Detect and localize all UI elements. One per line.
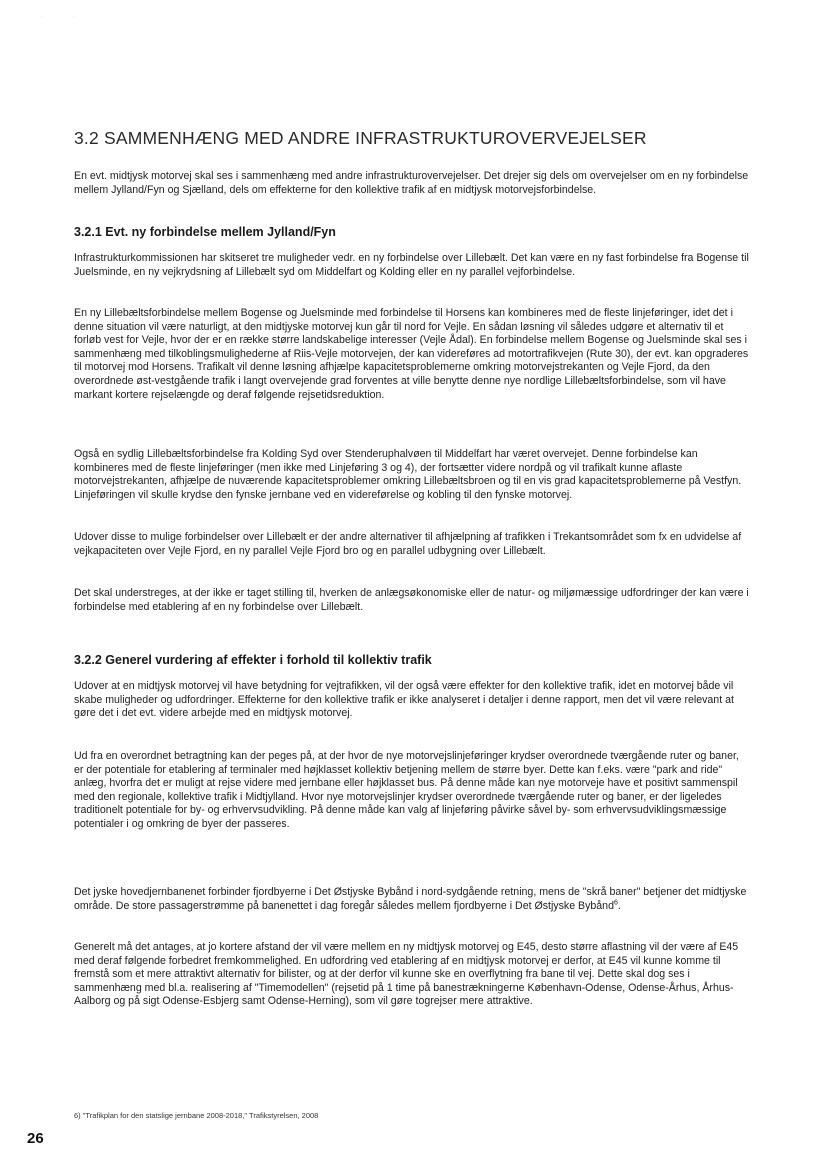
paragraph: Det skal understreges, at der ikke er taget stilling til, hverken de anlægsøkonomiske eller de natur- og miljømæssige udfordringer der kan være i forbindelse med etablering af en ny forbindelse over Lillebælt. — [74, 587, 749, 613]
section-title: 3.2 SAMMENHÆNG MED ANDRE INFRASTRUKTUROVERVEJELSER — [74, 128, 647, 148]
paragraph: En ny Lillebæltsforbindelse mellem Bogense og Juelsminde med forbindelse til Horsens kan kombineres med de fleste linjeføringer, idet det i denne situation vil være naturligt, at den midtjyske motorvej kun går til nord for Vejle. En sådan løsning vil således udgøre et alternativ til et forløb vest for Vejle, hvor der er en række større landskabelige interesser (Vejle Ådal). En forbindelse mellem Bogense og Juelsminde skal ses i sammenhæng med tilkoblingsmulighederne af Riis-Vejle motorvejen, der kan videreføres ad motortrafikvejen (Rute 30), der evt. kan opgraderes til motorvej mod Horsens. Trafikalt vil denne løsning afhjælpe kapacitetsproblemerne omkring motorvejstrekanten og Vejle Fjord, da den overordnede øst-vestgående trafik i langt overvejende grad forventes at ville benytte denne nye nordlige Lillebæltsforbindelse, som vil have markant kortere rejselængde og deraf følgende rejsetidsreduktion. — [74, 307, 749, 401]
paragraph: Udover disse to mulige forbindelser over Lillebælt er der andre alternativer til afhjælpning af trafikken i Trekantsområdet som fx en udvidelse af vejkapaciteten over Vejle Fjord, en ny parallel Vejle Fjord bro og en parallel udbygning over Lillebælt. — [74, 531, 742, 557]
paragraph: Også en sydlig Lillebæltsforbindelse fra Kolding Syd over Stenderuphalvøen til Middelfart har været overvejet. Denne forbindelse kan kombineres med de fleste linjeføringer (men ikke med Linjeføring 3 og 4), der fortsætter videre nordpå og vil trafikalt kunne aflaste motorvejstrekanten, afhjælpe de nuværende kapacitetsproblemer omkring Lillebæltsbroen og til en vis grad kapacitetsproblemerne på Vestfyn. Linjeføringen vil skulle krydse den fynske jernbane ved en videreførelse og kobling til den fynske motorvej. — [74, 448, 742, 501]
railway-paragraph-text: Det jyske hovedjernbanenet forbinder fjordbyerne i Det Østjyske Bybånd i nord-sydgående retning, mens de "skrå baner" betjener det midtjyske område. De store passagerstrømme på banenettet i dag foregår således mellem fjordbyerne i Det Østjyske Bybånd — [74, 886, 747, 912]
page-number: 26 — [27, 1130, 44, 1147]
section-intro: En evt. midtjysk motorvej skal ses i sammenhæng med andre infrastrukturovervejelser. Det drejer sig dels om overvejelser om en ny forbindelse mellem Jylland/Fyn og Sjælland, dels om effekterne for den kollektive trafik af en midtjysk motorvejsforbindelse. — [74, 170, 749, 196]
scan-mark: · — [40, 14, 42, 20]
railway-paragraph — [74, 886, 750, 913]
paragraph: Generelt må det antages, at jo kortere afstand der vil være mellem en ny midtjysk motorvej og E45, desto større aflastning vil der være af E45 med deraf følgende forbedret fremkommelighed. En udfordring ved etablering af en midtjysk motorvej er derfor, at E45 vil kunne komme til fremstå som et mere attraktivt alternativ for bilister, og at der derfor vil kunne ske en overflytning fra bane til vej. Dette skal dog ses i sammenhæng med bl.a. realisering af "Timemodellen" (rejsetid på 1 time på banestrækningerne København-Odense, Odense-Århus, Århus-Aalborg og på sigt Odense-Esbjerg samt Odense-Herning), som vil gøre togrejser mere attraktive. — [74, 941, 739, 1008]
footnote: 6) "Trafikplan for den statslige jernbane 2008-2018," Trafikstyrelsen, 2008 — [74, 1111, 319, 1120]
scan-mark: · — [72, 14, 74, 20]
paragraph: Infrastrukturkommissionen har skitseret tre muligheder vedr. en ny forbindelse over Lillebælt. Det kan være en ny fast forbindelse fra Bogense til Juelsminde, en ny vejkrydsning af Lillebælt syd om Middelfart og Kolding eller en ny parallel vejforbindelse. — [74, 252, 749, 278]
railway-paragraph-suffix: . — [617, 899, 621, 912]
subsection-2-title: 3.2.2 Generel vurdering af effekter i forhold til kollektiv trafik — [74, 653, 432, 667]
paragraph: Udover at en midtjysk motorvej vil have betydning for vejtrafikken, vil der også være effekter for den kollektive trafik, idet en motorvej både vil skabe muligheder og udfordringer. Effekterne for den kollektive trafik er ikke analyseret i detaljer i denne rapport, men det vil være relevant at gøre det i det evt. videre arbejde med en midtjysk motorvej. — [74, 680, 734, 720]
paragraph: Ud fra en overordnet betragtning kan der peges på, at der hvor de nye motorvejslinjeføringer krydser overordnede tværgående ruter og baner, er der potentiale for etablering af terminaler med højklasset kollektiv betjening mellem de større byer. Dette kan f.eks. være "park and ride" anlæg, hvorfra det er muligt at rejse videre med jernbane eller højklasset bus. På denne måde kan nye motorveje have et positivt sammenspil med den regionale, kollektive trafik i Midtjylland. Hvor nye motorvejslinjer krydser overordnede tværgående ruter og baner, er der ligeledes traditionelt potentiale for by- og erhvervsudvikling. På denne måde kan valg af linjeføring påvirke såvel by- som erhvervsudviklingsmæssige potentialer i og omkring de byer der passeres. — [74, 750, 739, 830]
subsection-1-title: 3.2.1 Evt. ny forbindelse mellem Jylland/Fyn — [74, 225, 336, 239]
footnote-reference: 6 — [613, 899, 618, 907]
